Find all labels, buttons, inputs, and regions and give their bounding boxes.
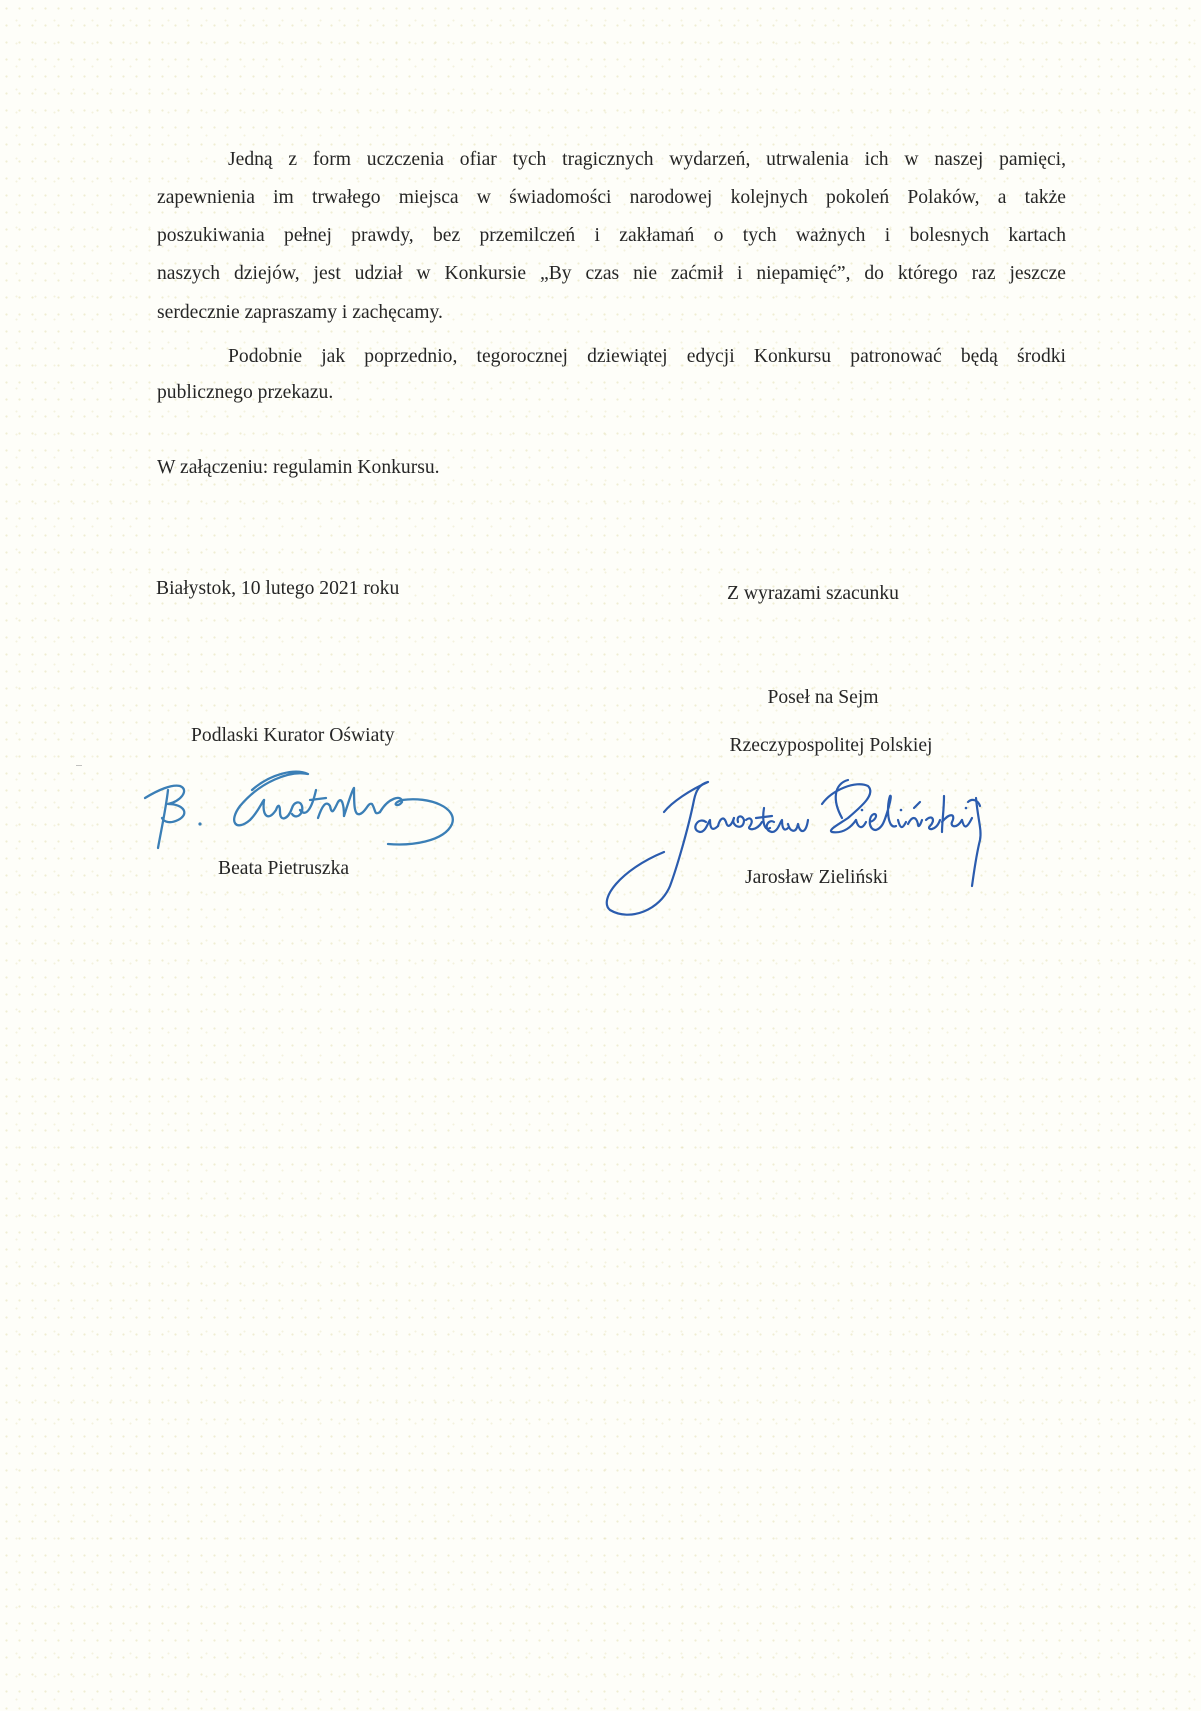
body-line: Jedną z form uczczenia ofiar tych tragicznych wydarzeń, utrwalenia ich w naszej pamięci, bbox=[228, 149, 1066, 170]
body-line: naszych dziejów, jest udział w Konkursie „By czas nie zaćmił i niepamięć”, do którego raz jeszcze bbox=[157, 263, 1066, 284]
scan-speck bbox=[76, 765, 82, 766]
right-signatory-title-line1: Poseł na Sejm bbox=[767, 687, 879, 708]
signature-beata-pietruszka bbox=[140, 760, 470, 860]
attachment-note: W załączeniu: regulamin Konkursu. bbox=[157, 457, 440, 478]
body-line: zapewnienia im trwałego miejsca w świadomości narodowej kolejnych pokoleń Polaków, a także bbox=[157, 187, 1066, 208]
body-line: poszukiwania pełnej prawdy, bez przemilczeń i zakłamań o tych ważnych i bolesnych kartach bbox=[157, 225, 1066, 246]
body-line: Podobnie jak poprzednio, tegorocznej dziewiątej edycji Konkursu patronować będą środki bbox=[228, 346, 1066, 367]
body-line: serdecznie zapraszamy i zachęcamy. bbox=[157, 302, 443, 323]
closing-phrase: Z wyrazami szacunku bbox=[727, 583, 899, 604]
right-signatory-title-line2: Rzeczypospolitej Polskiej bbox=[729, 735, 933, 756]
left-signatory-title: Podlaski Kurator Oświaty bbox=[191, 725, 395, 746]
right-signatory-name: Jarosław Zieliński bbox=[745, 867, 889, 888]
signature-jaroslaw-zielinski bbox=[600, 760, 1030, 920]
body-line: publicznego przekazu. bbox=[157, 382, 334, 403]
place-date: Białystok, 10 lutego 2021 roku bbox=[156, 578, 400, 599]
left-signatory-name: Beata Pietruszka bbox=[218, 858, 350, 879]
